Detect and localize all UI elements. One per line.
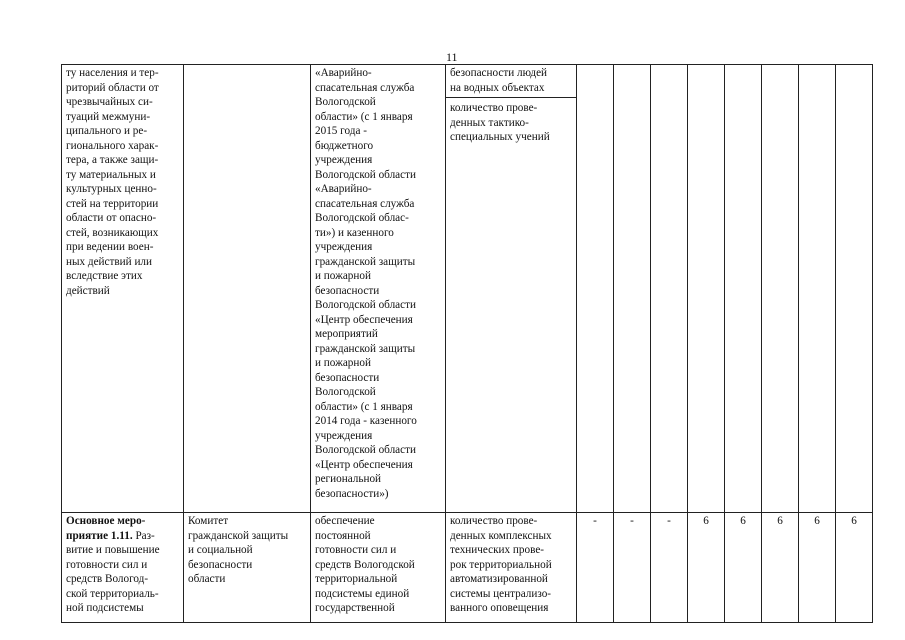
value-cell: 6 — [688, 513, 725, 623]
value-cell: 6 — [725, 513, 762, 623]
text-line: ных действий или — [66, 255, 153, 268]
text-line: рок территориальной — [450, 558, 552, 571]
value-cell — [688, 65, 725, 513]
value-cell — [799, 65, 836, 513]
text-line: системы централизо- — [450, 587, 552, 600]
value-cell: 6 — [836, 513, 873, 623]
text-line: Вологодской области — [315, 168, 416, 181]
text-line: Вологодской облас- — [315, 212, 409, 224]
cell-coexecutor — [311, 65, 446, 513]
text-line: региональной — [315, 473, 382, 485]
text-line: спасательная служба — [315, 197, 415, 210]
text-line: 2014 года - казенного — [315, 415, 417, 427]
text-line: подсистемы единой — [315, 587, 410, 600]
text-line: технических прове- — [450, 544, 545, 556]
text-line: «Аварийно- — [315, 67, 372, 79]
text-line: постоянной — [315, 529, 371, 542]
text-line: государственной — [315, 602, 395, 614]
text-line: денных комплексных — [450, 529, 552, 542]
value-cell — [725, 65, 762, 513]
text-line: автоматизированной — [450, 573, 548, 585]
text-line: «Аварийно- — [315, 183, 372, 195]
cell-executor — [184, 65, 311, 513]
text-line: безопасности») — [315, 487, 389, 500]
text-line: Вологодской — [315, 386, 376, 398]
text-line: ванного оповещения — [450, 602, 549, 614]
text-line: учреждения — [315, 241, 373, 253]
value-cell: 6 — [762, 513, 799, 623]
text-line: и пожарной — [315, 270, 371, 282]
text-line: вследствие этих — [66, 270, 143, 282]
text-line: при ведении воен- — [66, 241, 154, 253]
text-line: территориальной — [315, 573, 398, 585]
cell-goal — [311, 513, 446, 623]
cell-measure-title — [62, 513, 184, 623]
text-line: области от опасно- — [66, 212, 157, 224]
text-line: стей на территории — [66, 197, 159, 210]
text-line: ту населения и тер- — [66, 67, 159, 79]
text-line: средств Вологод- — [66, 573, 149, 585]
cell-executor — [184, 513, 311, 623]
text-line: риторий области от — [66, 81, 159, 94]
text-line: учреждения — [315, 154, 373, 166]
measure-bold-line: приятие 1.11. — [66, 529, 133, 542]
text-line: 2015 года - — [315, 125, 367, 137]
text-line: тера, а также защи- — [66, 154, 159, 166]
text-line: готовности сил и — [66, 558, 148, 571]
text-line: туаций межмуни- — [66, 110, 151, 123]
text-line: и социальной — [188, 544, 253, 556]
table-row — [62, 65, 873, 513]
text-line: Вологодской — [315, 96, 376, 108]
text-line: количество прове- — [450, 515, 538, 527]
text-line: гражданской защиты — [315, 255, 416, 268]
page-number: 11 — [446, 50, 458, 64]
text-line: ту материальных и — [66, 168, 156, 181]
text-line: спасательная служба — [315, 81, 415, 94]
text-line: Вологодской области — [315, 444, 416, 456]
text-line: гионального харак- — [66, 139, 159, 152]
text-line: ти») и казенного — [315, 226, 394, 239]
value-cell: - — [577, 513, 614, 623]
value-cell — [836, 65, 873, 513]
text-line: Вологодской области — [315, 299, 416, 311]
cell-indicator — [446, 65, 577, 513]
text-line: и пожарной — [315, 357, 371, 369]
text-line: культурных ценно- — [66, 183, 157, 195]
program-table — [61, 64, 873, 623]
measure-bold-line: Основное меро- — [66, 515, 146, 527]
text-line: ципального и ре- — [66, 125, 148, 137]
text-line: готовности сил и — [315, 544, 397, 556]
text-line: безопасности — [315, 371, 380, 384]
indicator-top — [446, 66, 576, 98]
indicator-bottom — [450, 98, 572, 145]
text-line: денных тактико- — [450, 116, 529, 129]
text-line: области» (с 1 января — [315, 400, 413, 413]
value-cell: 6 — [799, 513, 836, 623]
value-cell — [651, 65, 688, 513]
text-line: Комитет — [188, 515, 229, 527]
measure-text-fragment: Раз- — [132, 529, 155, 542]
text-line: чрезвычайных си- — [66, 96, 153, 108]
text-line: обеспечение — [315, 515, 375, 527]
text-line: «Центр обеспечения — [315, 458, 413, 471]
text-line: ной подсистемы — [66, 602, 144, 614]
value-cell — [614, 65, 651, 513]
value-cell — [577, 65, 614, 513]
text-line: бюджетного — [315, 139, 374, 152]
text-line: количество прове- — [450, 102, 538, 114]
text-line: области — [188, 573, 226, 585]
value-cell: - — [651, 513, 688, 623]
text-line: специальных учений — [450, 131, 550, 143]
text-line: мероприятий — [315, 328, 378, 340]
value-cell: - — [614, 513, 651, 623]
text-line: безопасности — [188, 558, 253, 571]
text-line: безопасности — [315, 284, 380, 297]
cell-indicator — [446, 513, 577, 623]
text-line: средств Вологодской — [315, 558, 415, 571]
cell-task — [62, 65, 184, 513]
text-line: безопасности людей — [450, 67, 548, 79]
text-line: области» (с 1 января — [315, 110, 413, 123]
text-line: «Центр обеспечения — [315, 313, 413, 326]
text-line: стей, возникающих — [66, 226, 159, 239]
text-line: витие и повышение — [66, 544, 160, 556]
table-row — [62, 513, 873, 623]
text-line: гражданской защиты — [188, 529, 289, 542]
text-line: учреждения — [315, 429, 373, 442]
text-line: гражданской защиты — [315, 342, 416, 355]
text-line: на водных объектах — [450, 81, 545, 94]
text-line: действий — [66, 284, 110, 297]
text-line: ской территориаль- — [66, 587, 159, 600]
value-cell — [762, 65, 799, 513]
